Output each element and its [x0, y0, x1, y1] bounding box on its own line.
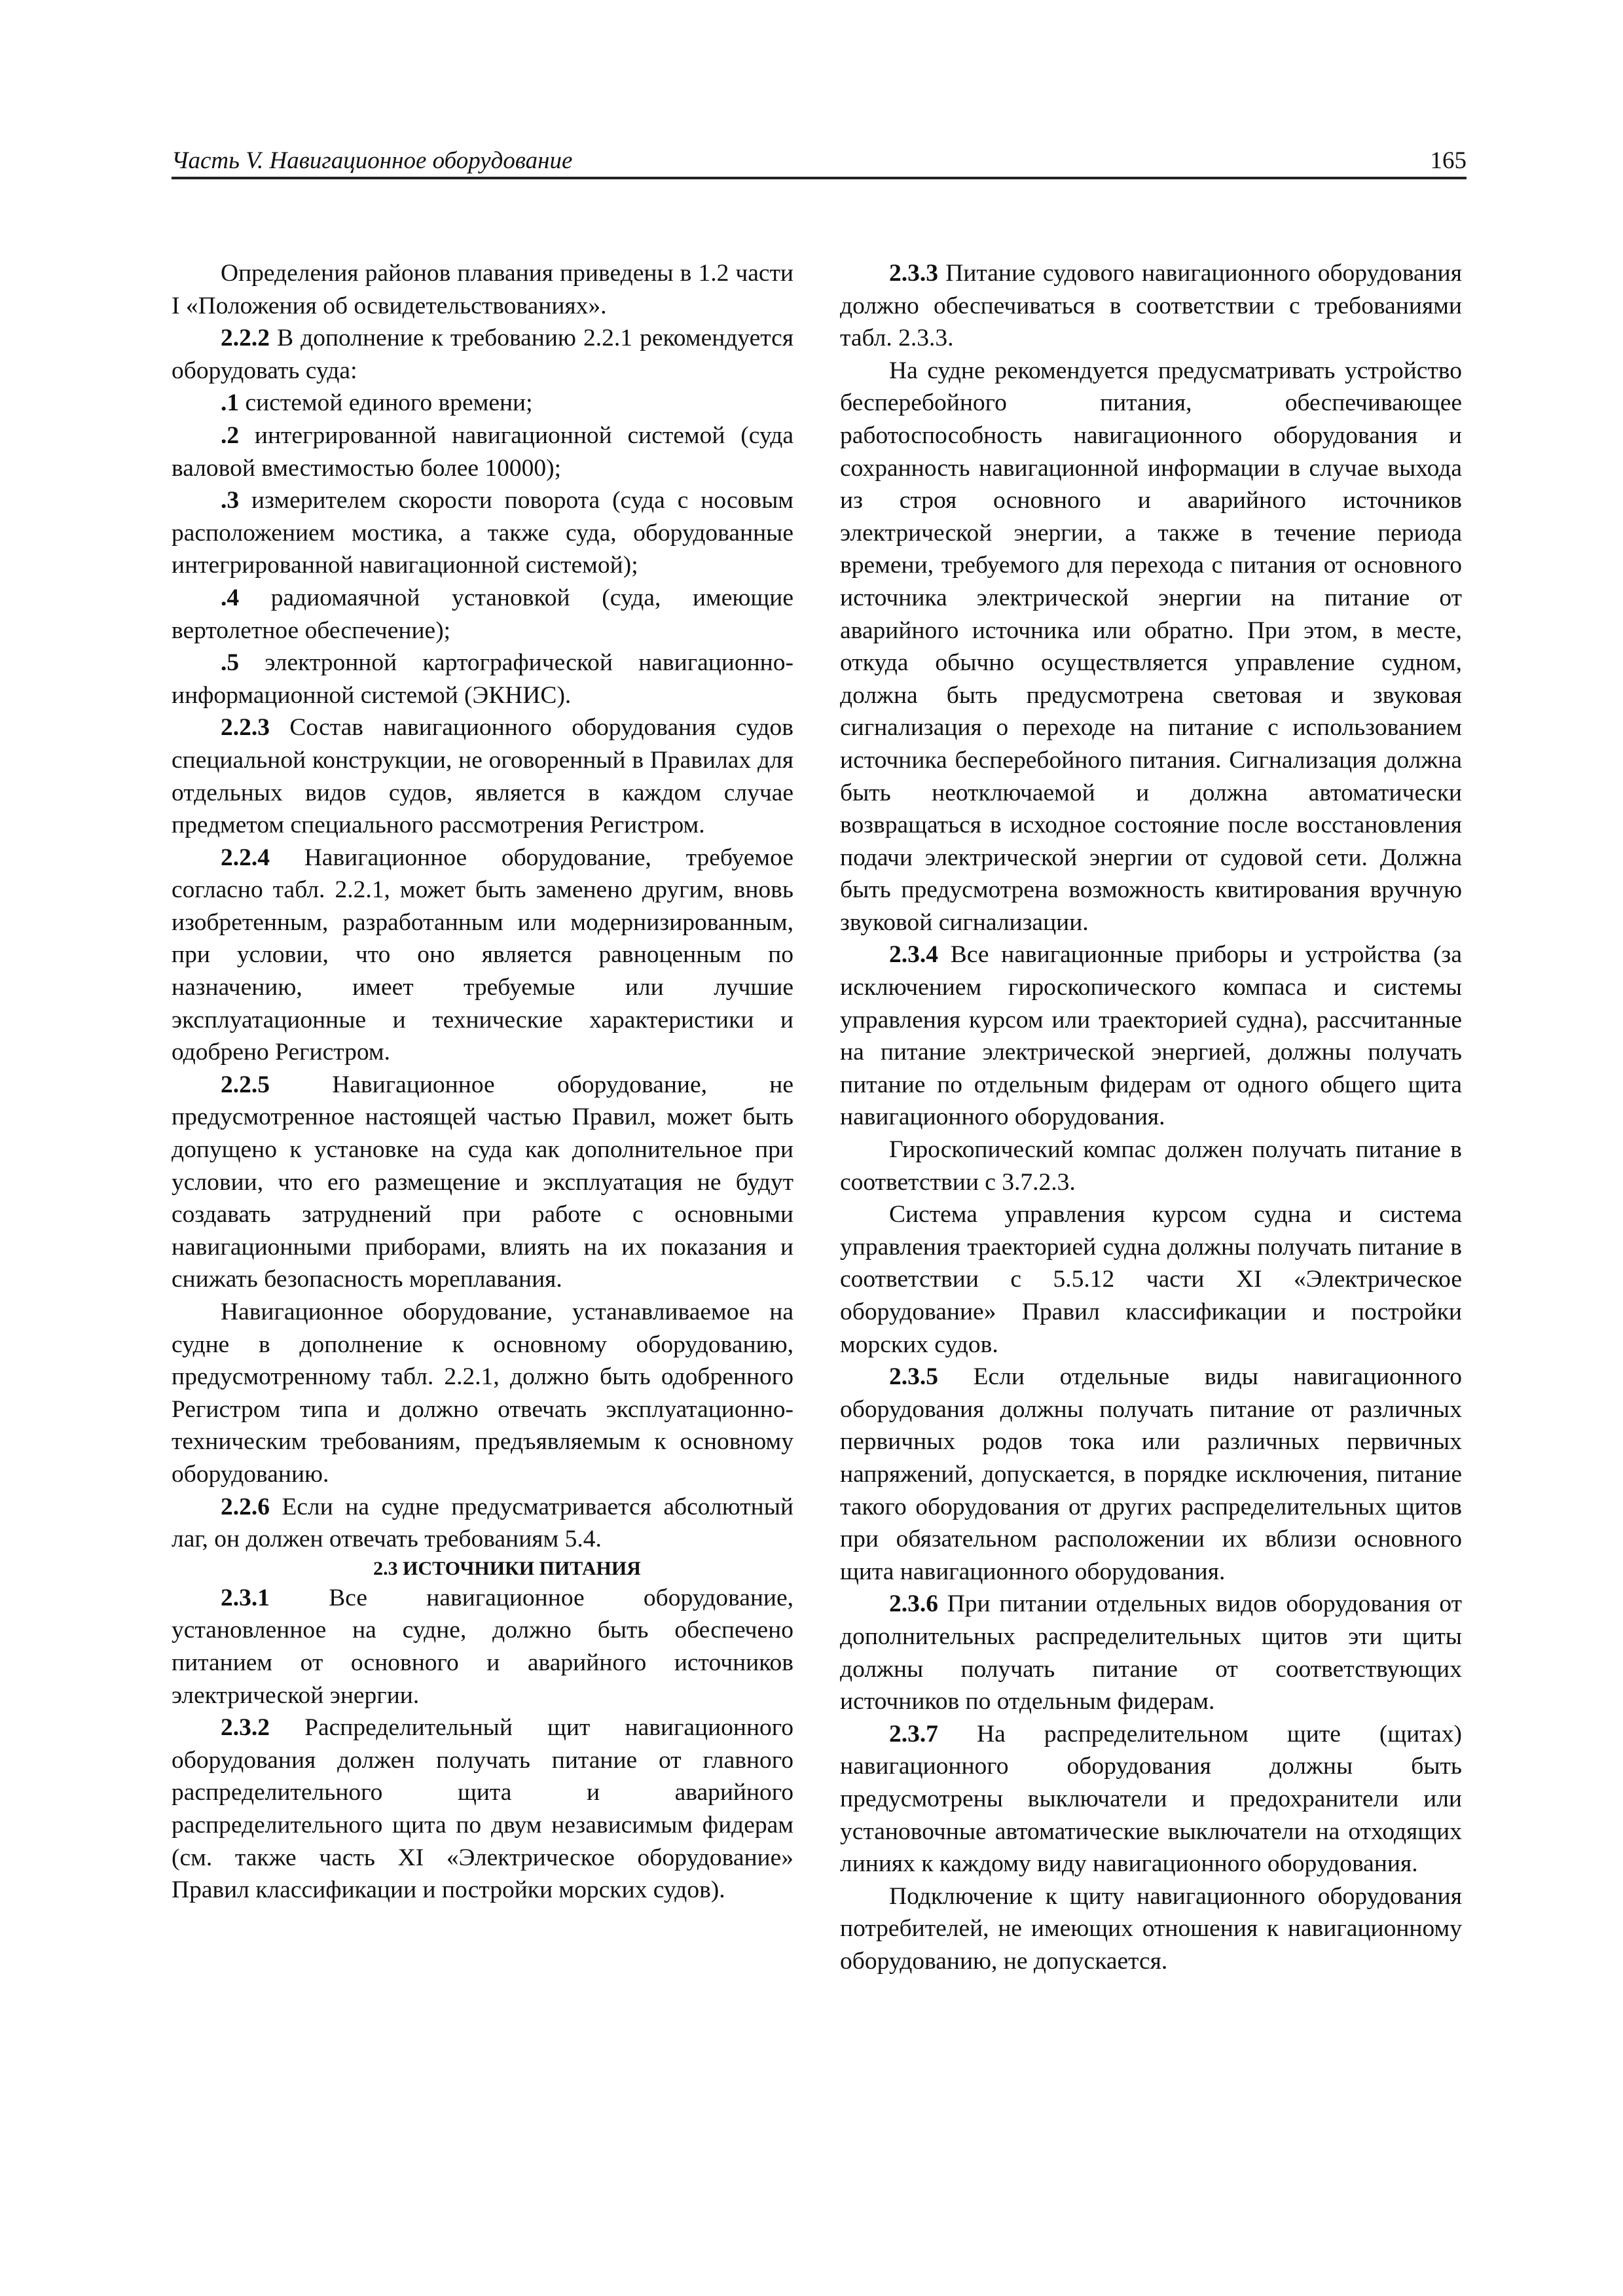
item-number: .3: [221, 487, 240, 514]
clause-number: 2.2.2: [221, 325, 270, 352]
clause-number: 2.3.1: [221, 1584, 270, 1611]
item-text: измерителем скорости поворота (суда с носовым расположением мостика, а также суда, оборудованные интегрированной навигационной системой);: [172, 487, 793, 579]
clause-number: 2.2.3: [221, 714, 270, 742]
item-number: .5: [221, 649, 240, 677]
paragraph-additional-equipment: Навигационное оборудование, устанавливаемое на судне в дополнение к основному оборудованию, предусмотренному табл. 2.2.1, должно быть одобренного Регистром типа и должно отвечать эксплуатационно-техническим требованиям, предъявляемым к основному оборудованию.: [172, 1299, 793, 1488]
paragraph-2-3-2: [172, 1712, 793, 1907]
paragraph-2-3-1: [172, 1582, 793, 1712]
item-text: системой единого времени;: [239, 389, 533, 417]
clause-number: 2.3.4: [889, 941, 938, 969]
clause-number: 2.3.6: [889, 1590, 938, 1618]
section-heading: 2.3 ИСТОЧНИКИ ПИТАНИЯ: [373, 1557, 641, 1579]
paragraph-2-3-3: [840, 257, 1462, 355]
clause-text: Если на судне предусматривается абсолютный лаг, он должен отвечать требованиям 5.4.: [172, 1493, 793, 1553]
paragraph-2-2-5: [172, 1069, 793, 1296]
clause-number: 2.3.5: [889, 1363, 938, 1391]
clause-number: 2.3.3: [889, 260, 938, 287]
list-item-4: [172, 582, 793, 647]
clause-text: Если отдельные виды навигационного оборудования должны получать питание от различных первичных родов тока или различных первичных напряжений, допускается, в порядке исключения, питание такого оборудования от других распределительных щитов при обязательном расположении их вблизи основного щита навигационного оборудования.: [840, 1363, 1462, 1585]
clause-text: На распределительном щите (щитах) навигационного оборудования должны быть предусмотрены выключатели и предохранители или установочные автоматические выключатели на отходящих линиях к каждому виду навигационного оборудования.: [840, 1720, 1462, 1878]
clause-text: Все навигационное оборудование, установленное на судне, должно быть обеспечено питанием от основного и аварийного источников электрической энергии.: [172, 1584, 793, 1709]
running-header: [172, 145, 1467, 179]
right-column: [840, 257, 1462, 1977]
clause-text: В дополнение к требованию 2.2.1 рекомендуется оборудовать суда:: [172, 325, 793, 384]
item-text: электронной картографической навигационно-информационной системой (ЭКНИС).: [172, 649, 793, 709]
page-number: 165: [1430, 147, 1467, 174]
clause-text: Питание судового навигационного оборудования должно обеспечиваться в соответствии с требованиями табл. 2.3.3.: [840, 260, 1462, 352]
item-number: .4: [221, 584, 240, 611]
paragraph-2-3-6: [840, 1588, 1462, 1717]
clause-text: Все навигационные приборы и устройства (за исключением гироскопического компаса и системы управления курсом или траекторией судна), рассчитанные на питание электрической энергией, должны получать питание по отдельным фидерам от одного общего щита навигационного оборудования.: [840, 941, 1462, 1131]
paragraph-areas-definition: Определения районов плавания приведены в 1.2 части I «Положения об освидетельствованиях».: [172, 260, 793, 319]
paragraph-2-3-5: [840, 1361, 1462, 1588]
paragraph-steering-system: Система управления курсом судна и система управления траекторией судна должны получать питание в соответствии с 5.5.12 части XI «Электрическое оборудование» Правил классификации и постройки морских судов.: [840, 1201, 1462, 1358]
clause-number: 2.3.2: [221, 1714, 270, 1742]
paragraph-2-3-4: [840, 939, 1462, 1134]
clause-number: 2.3.7: [889, 1720, 938, 1748]
clause-number: 2.2.6: [221, 1493, 270, 1520]
list-item-2: [172, 420, 793, 484]
clause-number: 2.2.4: [221, 844, 270, 871]
left-column: [172, 257, 793, 1907]
clause-text: Состав навигационного оборудования судов специальной конструкции, не оговоренный в Правилах для отдельных видов судов, является в каждом случае предметом специального рассмотрения Регистром.: [172, 714, 793, 839]
clause-text: Навигационное оборудование, требуемое согласно табл. 2.2.1, может быть заменено другим, вновь изобретенным, разработанным или модернизированным, при условии, что оно является равноценным по назначению, имеет требуемые или лучшие эксплуатационные и технические характеристики и одобрено Регистром.: [172, 844, 793, 1066]
paragraph-2-2-3: [172, 711, 793, 841]
paragraph-gyrocompass: Гироскопический компас должен получать питание в соответствии с 3.7.2.3.: [840, 1136, 1462, 1196]
list-item-3: [172, 484, 793, 582]
paragraph-2-3-7: [840, 1718, 1462, 1880]
paragraph-ups: На судне рекомендуется предусматривать устройство бесперебойного питания, обеспечивающее работоспособность навигационного оборудования и сохранность навигационной информации в случае выхода из строя основного и аварийного источников электрической энергии, а также в течение периода времени, требуемого для перехода с питания от основного источника электрической энергии на питание от аварийного источника или обратно. При этом, в месте, откуда обычно осуществляется управление судном, должна быть предусмотрена световая и звуковая сигнализация о переходе на питание с использованием источника бесперебойного питания. Сигнализация должна быть неотключаемой и должна автоматически возвращаться в исходное состояние после восстановления подачи электрической энергии от судовой сети. Должна быть предусмотрена возможность квитирования вручную звуковой сигнализации.: [840, 357, 1462, 936]
paragraph-connection: Подключение к щиту навигационного оборудования потребителей, не имеющих отношения к навигационному оборудованию, не допускается.: [840, 1882, 1462, 1975]
paragraph-2-2-4: [172, 842, 793, 1069]
clause-number: 2.2.5: [221, 1071, 270, 1098]
item-number: .1: [221, 389, 240, 417]
clause-text: Распределительный щит навигационного оборудования должен получать питание от главного распределительного щита и аварийного распределительного щита по двум независимым фидерам (см. также часть XI «Электрическое оборудование» Правил классификации и постройки морских судов).: [172, 1714, 793, 1904]
item-text: радиомаячной установкой (суда, имеющие вертолетное обеспечение);: [172, 584, 793, 644]
header-title: Часть V. Навигационное оборудование: [172, 147, 573, 174]
paragraph-2-2-2: [172, 322, 793, 387]
list-item-1: [172, 387, 793, 420]
paragraph-2-2-6: [172, 1491, 793, 1556]
clause-text: При питании отдельных видов оборудования от дополнительных распределительных щитов эти щиты должны получать питание от соответствующих источников по отдельным фидерам.: [840, 1590, 1462, 1715]
clause-text: Навигационное оборудование, не предусмотренное настоящей частью Правил, может быть допущено к установке на суда как дополнительное при условии, что его размещение и эксплуатация не будут создавать затруднений при работе с основными навигационными приборами, влиять на их показания и снижать безопасность мореплавания.: [172, 1071, 793, 1293]
list-item-5: [172, 647, 793, 711]
item-number: .2: [221, 422, 240, 449]
item-text: интегрированной навигационной системой (суда валовой вместимостью более 10000);: [172, 422, 793, 482]
